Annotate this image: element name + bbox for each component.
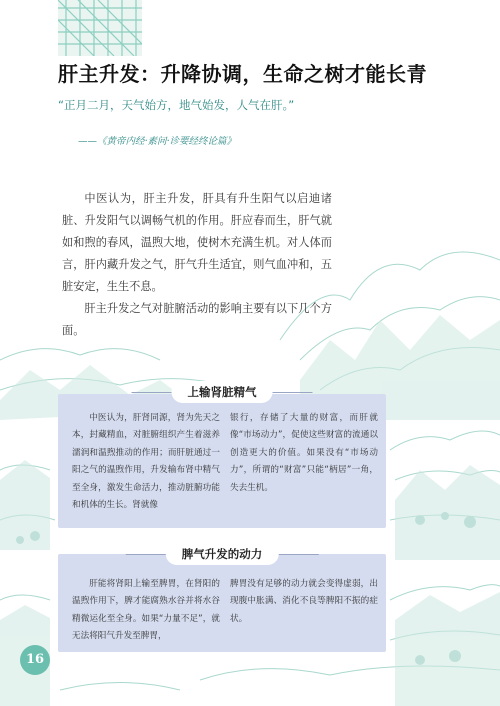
page-number: 16 [20, 645, 50, 675]
sidebar-box-kidney [58, 385, 386, 528]
box-title: 脾气升发的动力 [166, 543, 279, 565]
epigraph-quote: “正月二月，天气始方，地气始发，人气在肝。” [58, 98, 295, 112]
body-paragraph: 肝主升发之气对脏腑活动的影响主要有以下几个方面。 [62, 302, 332, 337]
box-text-left: 中医认为，肝肾同源，肾为先天之本，封藏精血，对脏腑组织产生着滋养濡润和温煦推动的作用；而肝脏通过一阳之气的温煦作用，升发输布肾中精气至全身，激发生命活力，推动脏腑功能和机体的生长。肾就像 [72, 413, 220, 511]
box-text-right: 脾胃没有足够的动力就会变得虚弱，出现腹中胀满、消化不良等脾阳不振的症状。 [230, 579, 378, 624]
page-title [58, 58, 478, 87]
body-text [62, 188, 332, 342]
box-text-right: 银行，存储了大量的财富，而肝就像“市场动力”，促使这些财富的流通以创造更大的价值。如果没有“市场动力”，所谓的“财富”只能“柄居”一角，失去生机。 [230, 413, 378, 493]
title-main: 肝主升发：升降协调，生命之树才能长青 [58, 62, 427, 86]
box-title: 上输肾脏精气 [172, 381, 273, 403]
epigraph-source: ——《黄帝内经·素问·诊要经终论篇》 [78, 136, 237, 147]
lattice-pattern-icon [58, 0, 142, 56]
body-paragraph: 中医认为，肝主升发，肝具有升生阳气以启迪诸脏、升发阳气以调畅气机的作用。肝应春而生，肝气就如和煦的春风，温煦大地，使树木充满生机。对人体而言，肝内藏升发之气，肝气升生适宜，则气血冲和，五脏安定，生生不息。 [62, 192, 332, 293]
box-text-left: 肝能将肾阳上输至脾胃，在肾阳的温煦作用下，脾才能腐熟水谷并将水谷精微运化至全身。如果“力量不足”，就无法将阳气升发至脾胃， [72, 579, 220, 642]
sidebar-box-spleen [58, 547, 386, 652]
